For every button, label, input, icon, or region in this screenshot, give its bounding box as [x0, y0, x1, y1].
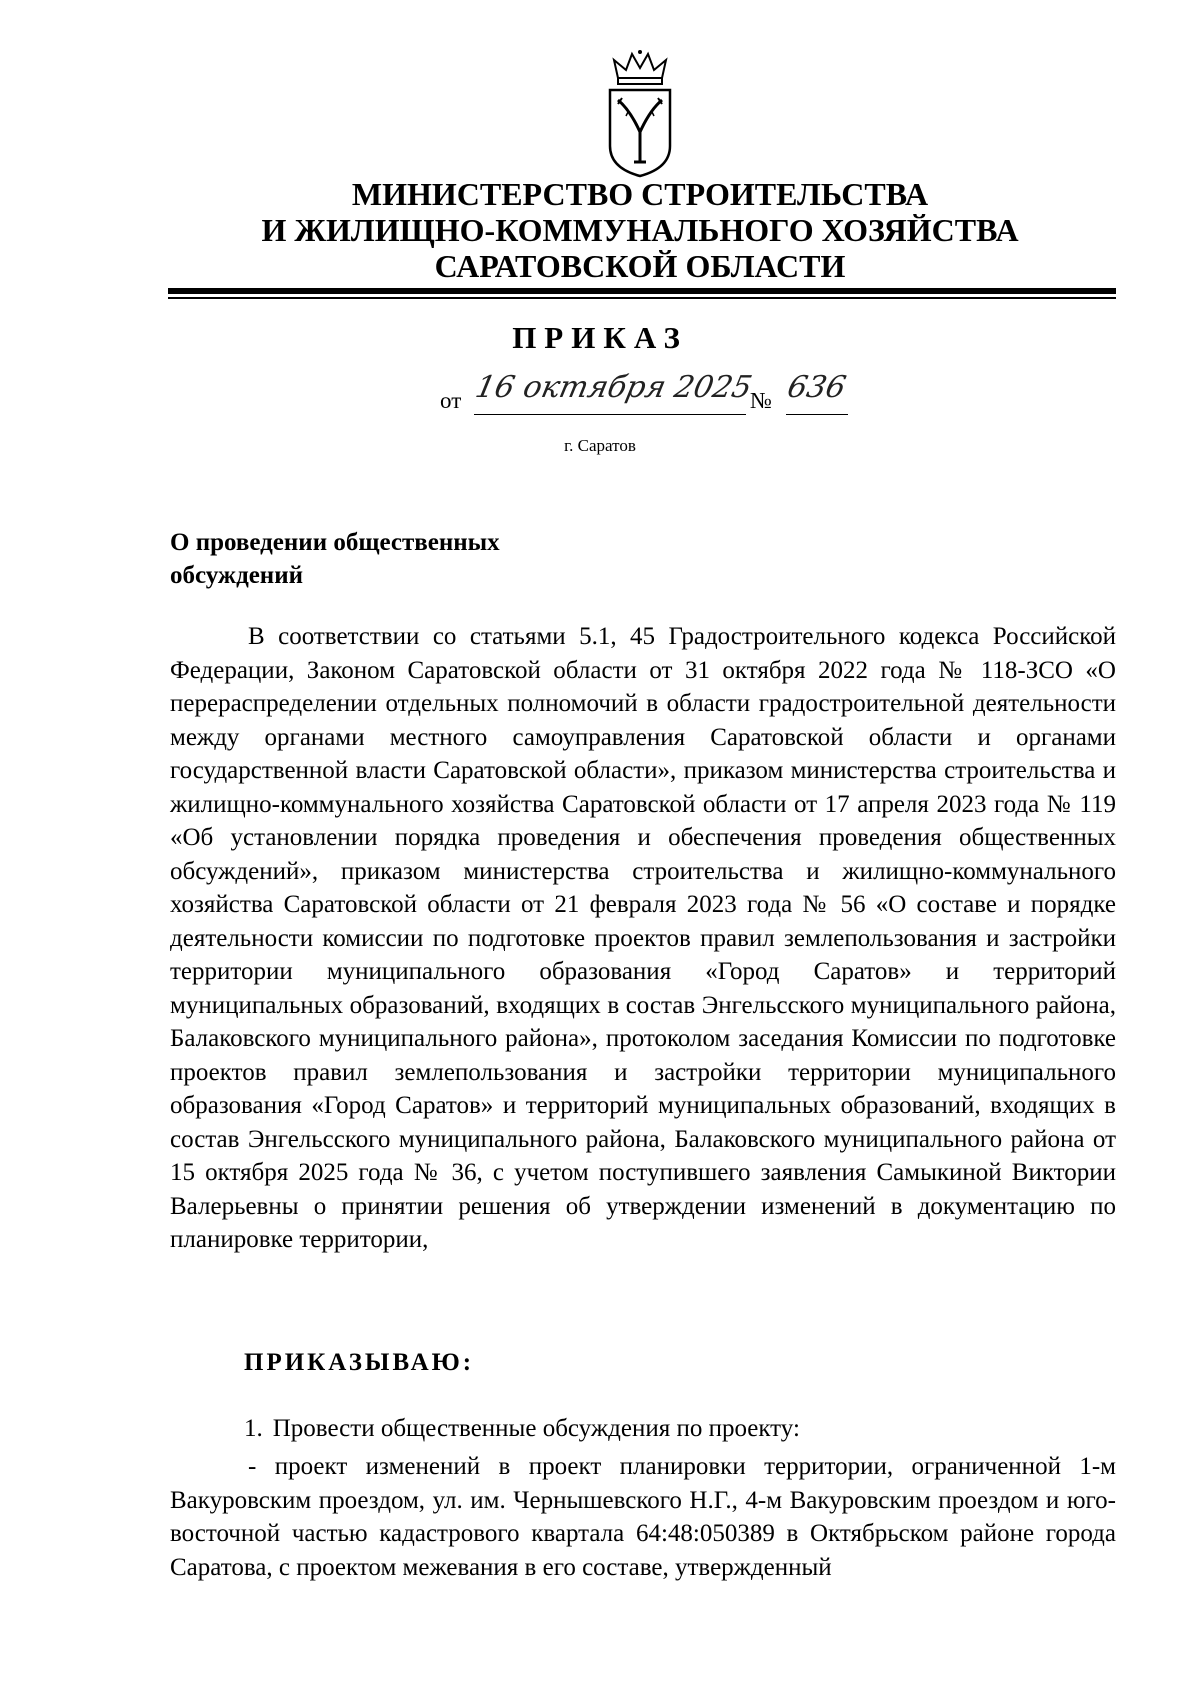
subject-line-2: обсуждений: [170, 562, 304, 589]
subject-line-1: О проведении общественных: [170, 529, 500, 556]
city-label: г. Саратов: [564, 436, 636, 455]
preamble-paragraph: В соответствии со статьями 5.1, 45 Градостроительного кодекса Российской Федерации, Законом Саратовской области от 31 октября 2022 года № 118-ЗСО «О перераспределении отдельных полномочий в области градостроительной деятельности между органами местного самоуправления Саратовской области и органами государственной власти Саратовской области», приказом министерства строительства и жилищно-коммунального хозяйства Саратовской области от 17 апреля 2023 года № 119 «Об установлении порядка проведения и обеспечения проведения общественных обсуждений», приказом министерства строительства и жилищно-коммунального хозяйства Саратовской области от 21 февраля 2023 года № 56 «О составе и порядке деятельности комиссии по подготовке проектов правил землепользования и застройки территории муниципального образования «Город Саратов» и территорий муниципальных образований, входящих в состав Энгельсского муниципального района, Балаковского муниципального района», протоколом заседания Комиссии по подготовке проектов правил землепользования и застройки территории муниципального образования «Город Саратов» и территорий муниципальных образований, входящих в состав Энгельсского муниципального района, Балаковского муниципального района от 15 октября 2025 года № 36, с учетом поступившего заявления Самыкиной Виктории Валерьевны о принятии решения об утверждении изменений в документацию по планировке территории,: [170, 623, 1116, 1253]
coat-of-arms-emblem: [600, 50, 680, 180]
date-prefix: от: [440, 388, 462, 413]
order-item-1-subitem: - проект изменений в проект планировки территории, ограниченной 1-м Вакуровским проездом, ул. им. Чернышевского Н.Г., 4-м Вакуровским проездом и юго-восточной частью кадастрового квартала 64:48:050389 в Октябрьском районе города Саратова, с проектом межевания в его составе, утвержденный: [170, 1453, 1116, 1581]
number-prefix: №: [750, 388, 772, 413]
order-item-text: Провести общественные обсуждения по проекту:: [272, 1415, 800, 1442]
ministry-line-1: МИНИСТЕРСТВО СТРОИТЕЛЬСТВА: [351, 176, 929, 212]
header-divider-thick: [168, 288, 1116, 294]
order-directive-heading: ПРИКАЗЫВАЮ:: [244, 1349, 475, 1376]
order-subject: [170, 526, 690, 592]
ministry-name: [160, 176, 1120, 284]
ministry-line-3: САРАТОВСКОЙ ОБЛАСТИ: [434, 248, 846, 284]
number-underline: [786, 414, 848, 415]
header-divider-thin: [168, 297, 1116, 299]
ministry-line-2: И ЖИЛИЩНО-КОММУНАЛЬНОГО ХОЗЯЙСТВА: [261, 212, 1019, 248]
order-date-line: [440, 370, 910, 416]
order-item-1: [244, 1415, 800, 1443]
handwritten-date: 16 октября 2025: [472, 370, 755, 405]
order-title: ПРИКАЗ: [512, 320, 688, 355]
order-item-number: 1.: [244, 1415, 263, 1442]
date-underline: [474, 414, 746, 415]
handwritten-number: 636: [784, 370, 849, 405]
